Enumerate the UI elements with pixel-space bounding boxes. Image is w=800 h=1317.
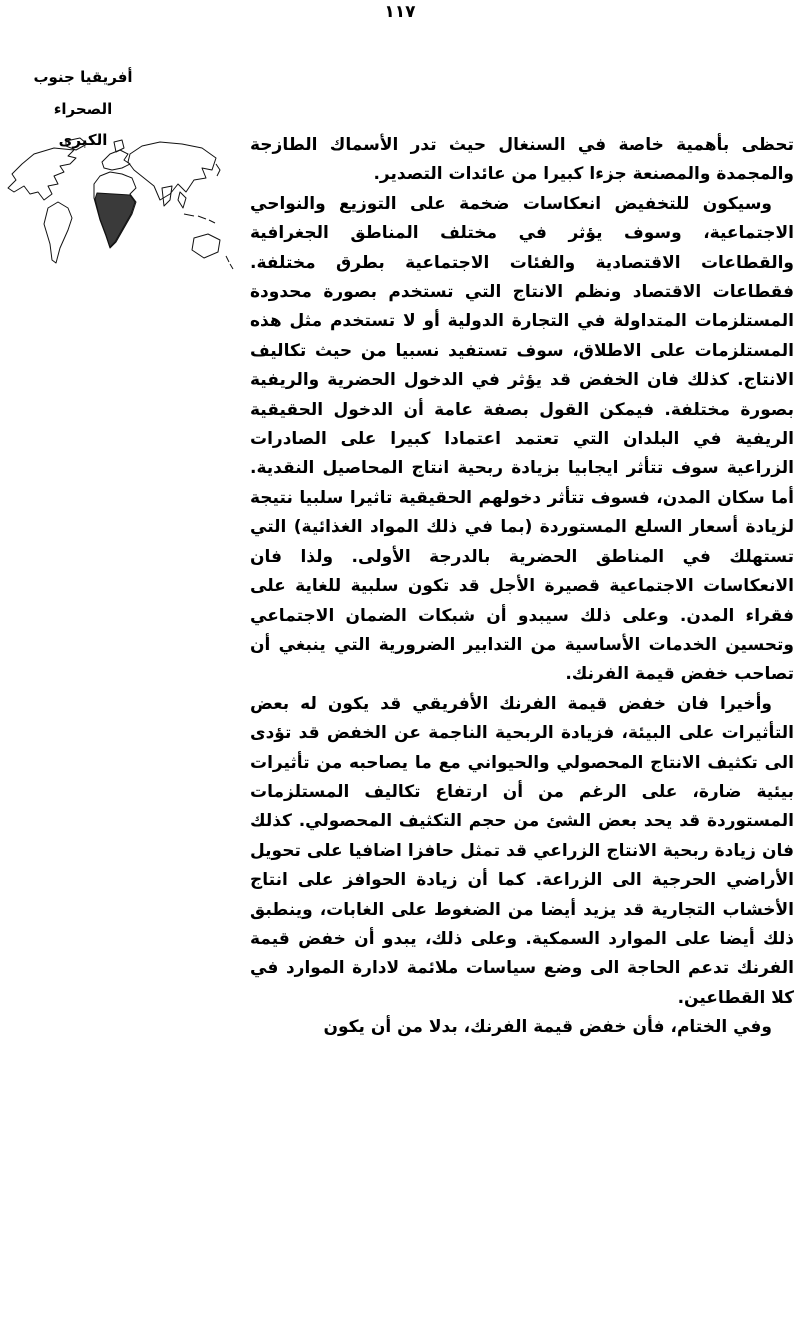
world-map-illustration xyxy=(2,136,242,292)
continent-north-america xyxy=(8,148,76,200)
paragraph-2: وسيكون للتخفيض انعكاسات ضخمة على التوزيع والنواحي الاجتماعية، وسوف يؤثر في مختلف المناطق الجغرافية والقطاعات الاقتصادية والفئات الاجتماعية بطرق مختلفة. فقطاعات الاقتصاد ونظم الانتاج التي تستخدم بصورة محدودة المستلزمات المتداولة في التجارة الدولية أو لا تستخدم مثل هذه المستلزمات على الاطلاق، سوف تستفيد نسبيا من حيث تكاليف الانتاج. كذلك فان الخفض قد يؤثر في الدخول الحضرية والريفية بصورة مختلفة. فيمكن القول بصفة عامة أن الدخول الحقيقية الريفية في البلدان التي تعتمد اعتمادا كبيرا على الصادرات الزراعية سوف تتأثر ايجابيا بزيادة ربحية انتاج المحاصيل النقدية. أما سكان المدن، فسوف تتأثر دخولهم الحقيقية تاثيرا سلبيا نتيجة لزيادة أسعار السلع المستوردة (بما في ذلك المواد الغذائية) التي تستهلك في المناطق الحضرية بالدرجة الأولى. ولذا فان الانعكاسات الاجتماعية قصيرة الأجل قد تكون سلبية للغاية على فقراء المدن. وعلى ذلك سيبدو أن شبكات الضمان الاجتماعي وتحسين الخدمات الأساسية من التدابير الضرورية التي ينبغي أن تصاحب خفض قيمة الفرنك. xyxy=(250,193,794,685)
map-caption-line2: الكبرى xyxy=(58,131,108,149)
page-number: ١١٧ xyxy=(384,2,416,22)
continent-australia xyxy=(192,234,220,258)
new-zealand xyxy=(226,256,233,269)
southeast-asia xyxy=(178,192,186,208)
japan xyxy=(216,164,220,176)
paragraph-1: تحظى بأهمية خاصة في السنغال حيث تدر الأسماك الطازجة والمجمدة والمصنعة جزءا كبيرا من عائدات التصدير. xyxy=(250,135,794,185)
scandinavia xyxy=(114,140,124,152)
greenland xyxy=(66,138,87,150)
continent-europe xyxy=(102,150,130,170)
body-text xyxy=(250,131,794,1043)
continent-asia xyxy=(128,142,216,200)
map-caption-line1: أفريقيا جنوب الصحراء xyxy=(33,68,133,118)
paragraph-3: وأخيرا فان خفض قيمة الفرنك الأفريقي قد يكون له بعض التأثيرات على البيئة، فزيادة الربحية الناجمة عن الخفض قد تؤدى الى تكثيف الانتاج المحصولي والحيواني مع ما يصاحبه من تأثيرات بيئية ضارة، على الرغم من أن ارتفاع تكاليف المستلزمات المستوردة قد يحد بعض الشئ من حجم التكثيف المحصولي. كذلك فان زيادة ربحية الانتاج الزراعي قد تمثل حافزا اضافيا على تحويل الأراضي الحرجية الى الزراعة. كما أن زيادة الحوافز على انتاج الأخشاب التجارية قد يزيد أيضا من الضغوط على الغابات، وينطبق ذلك أيضا على الموارد السمكية. وعلى ذلك، يبدو أن خفض قيمة الفرنك تدعم الحاجة الى وضع سياسات ملائمة لادارة الموارد في كلا القطاعين. xyxy=(250,693,794,1008)
paragraph-4: وفي الختام، فأن خفض قيمة الفرنك، بدلا من أن يكون xyxy=(323,1017,772,1038)
continent-south-america xyxy=(44,202,72,263)
indonesia xyxy=(184,214,215,223)
